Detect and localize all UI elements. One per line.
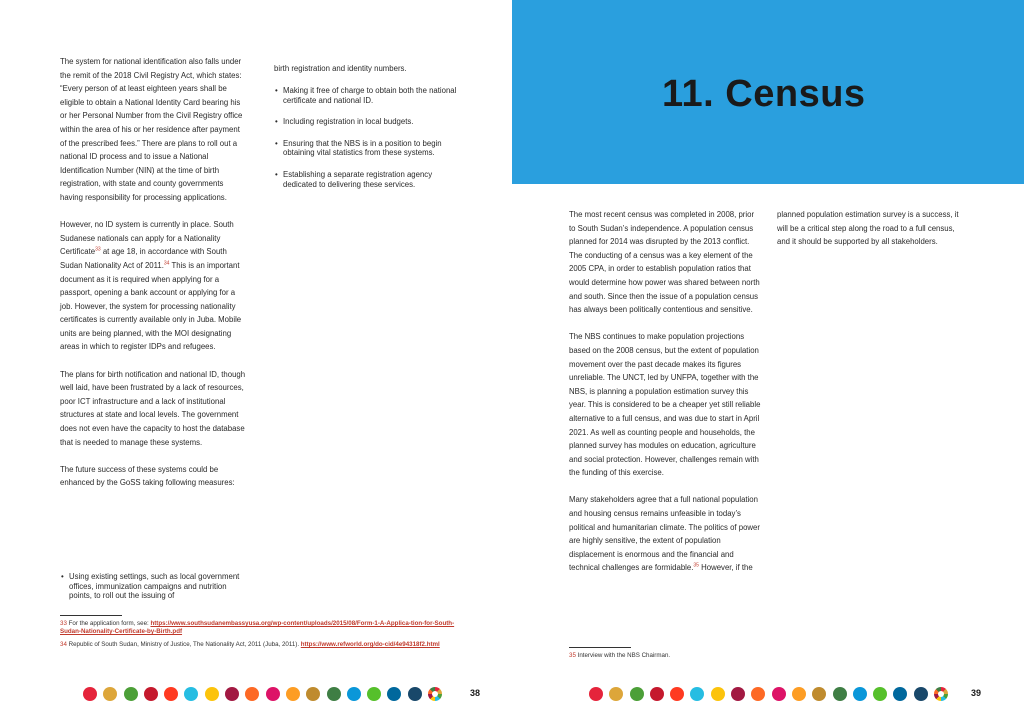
paragraph-estimation-survey: planned population estimation survey is a success, it will be a critical step along the road to a full census, and it should be supported by all stakeholders. <box>777 210 959 247</box>
paragraph-id-system: The system for national identification also falls under the remit of the 2018 Civil Registry Act, which states: “Every person of at least eighteen years shall be eligible to obtain a National Identity Card bearing his or her Personal Number from the Civil Registry office within the area of his or her residence after payment of the prescribed fees.” There are plans to roll out a national ID process and to issue a National Identification Number (NIN) at the time of birth registration, with state and county governments having responsibility for processing applications. <box>60 57 243 202</box>
sdg-dot-1 <box>83 687 97 701</box>
sdg-dot-17 <box>408 687 422 701</box>
footnote-ref-33[interactable]: 33 <box>95 246 101 253</box>
footnote-rule-right <box>569 647 631 648</box>
sdg-dot-4 <box>144 687 158 701</box>
sdg-dots-right <box>589 686 948 702</box>
left-column-1-bullets <box>60 572 250 608</box>
sdg-dot-9 <box>751 687 765 701</box>
sdg-dot-5 <box>164 687 178 701</box>
sdg-dot-8 <box>731 687 745 701</box>
sdg-dot-8 <box>225 687 239 701</box>
sdg-dot-14 <box>347 687 361 701</box>
sdg-dot-10 <box>772 687 786 701</box>
sdg-dot-9 <box>245 687 259 701</box>
footnote-rule <box>60 615 122 616</box>
bullet-nbs-position: • Ensuring that the NBS is in a position to begin obtaining vital statistics from these systems. <box>274 139 464 158</box>
sdg-dot-6 <box>690 687 704 701</box>
footnote-33: 33 For the application form, see: https://www.southsudanembassyusa.org/wp-content/uploads/2015/08/Form-1-A-Applica-tion-for-South-Sudan-Nationality-Certificate-by-Birth.pdf <box>60 620 455 635</box>
sdg-dot-16 <box>893 687 907 701</box>
footnote-34: 34 Republic of South Sudan, Ministry of Justice, The Nationality Act, 2011 (Juba, 2011). https://www.refworld.org/do-cid/4e94318f2.html <box>60 641 440 648</box>
paragraph-recent-census: The most recent census was completed in 2008, prior to South Sudan’s independence. A population census planned for 2014 was disrupted by the 2013 conflict. The conducting of a census was a key element of the 2005 CPA, in order to establish population ratios that would determine how power was shared between north and south. Since then the issue of a population census has always been politically contentious and sensitive. <box>569 210 760 315</box>
sdg-wheel-icon <box>934 687 948 701</box>
sdg-dot-7 <box>711 687 725 701</box>
footnote-34-link[interactable]: https://www.refworld.org/do-cid/4e94318f2.html <box>300 641 440 648</box>
sdg-dot-13 <box>327 687 341 701</box>
right-page <box>512 0 1024 724</box>
sdg-dot-15 <box>873 687 887 701</box>
sdg-dot-6 <box>184 687 198 701</box>
sdg-dot-11 <box>792 687 806 701</box>
footnote-35: 35 Interview with the NBS Chairman. <box>569 652 671 659</box>
sdg-dot-16 <box>387 687 401 701</box>
sdg-dot-5 <box>670 687 684 701</box>
footnote-33-link[interactable]: https://www.southsudanembassyusa.org/wp-content/uploads/2015/08/Form-1-A-Applica-tion-for-South-Sudan-Nationality-Certificate-by-Birth.pdf <box>60 620 455 635</box>
bullet-free-of-charge: • Making it free of charge to obtain both the national certificate and national ID. <box>274 86 464 105</box>
paragraph-stakeholders: Many stakeholders agree that a full national population and housing census remains unfeasible in today’s political and humanitarian climate. The politics of power are highly sensitive, the extent of population displacement is enormous and the financial and technical challenges are formidable.$^{35}$ However, if the <box>569 495 760 573</box>
left-column-2-bullets <box>274 86 464 189</box>
sdg-dot-12 <box>306 687 320 701</box>
sdg-dot-1 <box>589 687 603 701</box>
paragraph-nbs-projections: The NBS continues to make population projections based on the 2008 census, but the extent of population movement over the past decade makes its figures unreliable. The UNCT, led by UNFPA, together with the NBS, is planning a population estimation survey this year. This is considered to be a cheaper yet still reliable alternative to a full census, and was due to start in April 2021. As well as counting people and households, the planned survey has modules on education, agriculture and social protection. However, challenges remain with the funding of this exercise. <box>569 332 761 478</box>
sdg-dot-3 <box>630 687 644 701</box>
bullet-existing-settings: • Using existing settings, such as local government offices, immunization campaigns and nutrition points, to roll out the issuing of <box>60 572 250 601</box>
sdg-wheel-icon <box>428 687 442 701</box>
sdg-dot-4 <box>650 687 664 701</box>
sdg-dot-13 <box>833 687 847 701</box>
footnote-ref-35[interactable]: 35 <box>693 562 699 569</box>
sdg-dot-17 <box>914 687 928 701</box>
sdg-dot-11 <box>286 687 300 701</box>
sdg-dots-left <box>83 686 442 702</box>
chapter-header-band <box>512 0 1024 184</box>
sdg-dot-2 <box>103 687 117 701</box>
sdg-dot-12 <box>812 687 826 701</box>
right-column-1 <box>569 208 761 589</box>
page-number-left: 38 <box>470 688 481 698</box>
sdg-dot-2 <box>609 687 623 701</box>
chapter-title: 11. Census <box>662 73 866 115</box>
sdg-dot-3 <box>124 687 138 701</box>
sdg-dot-7 <box>205 687 219 701</box>
right-column-2 <box>777 208 969 262</box>
paragraph-future-success: The future success of these systems could be enhanced by the GoSS taking following measures: <box>60 464 235 488</box>
bullet-continuation: birth registration and identity numbers. <box>274 64 407 73</box>
left-column-1 <box>60 55 248 504</box>
bullet-registration-agency: • Establishing a separate registration agency dedicated to delivering these services. <box>274 170 464 189</box>
left-column-2 <box>274 63 464 196</box>
paragraph-no-id-system: However, no ID system is currently in place. South Sudanese nationals can apply for a Nationality Certificate$^{33}$ at age 18, in accordance with South Sudan Nationality Act of 2011.34 This is an important document as it is required when applying for a passport, opening a bank account or applying for a job. However, the system for processing nationality certificates is currently available only in Juba. Mobile units are being planned, with the MOI designating areas in which to register IDPs and refugees. <box>60 220 242 352</box>
paragraph-birth-notification: The plans for birth notification and national ID, though well laid, have been frustrated by a lack of resources, poor ICT infrastructure and a lack of institutional structures at state and local levels. The government does not even have the capacity to host the database that is needed to manage these systems. <box>60 369 246 447</box>
sdg-dot-10 <box>266 687 280 701</box>
page-number-right: 39 <box>971 688 982 698</box>
bullet-local-budgets: • Including registration in local budgets. <box>274 117 464 127</box>
sdg-dot-14 <box>853 687 867 701</box>
footnote-ref-34[interactable]: 34 <box>163 260 170 267</box>
sdg-dot-15 <box>367 687 381 701</box>
